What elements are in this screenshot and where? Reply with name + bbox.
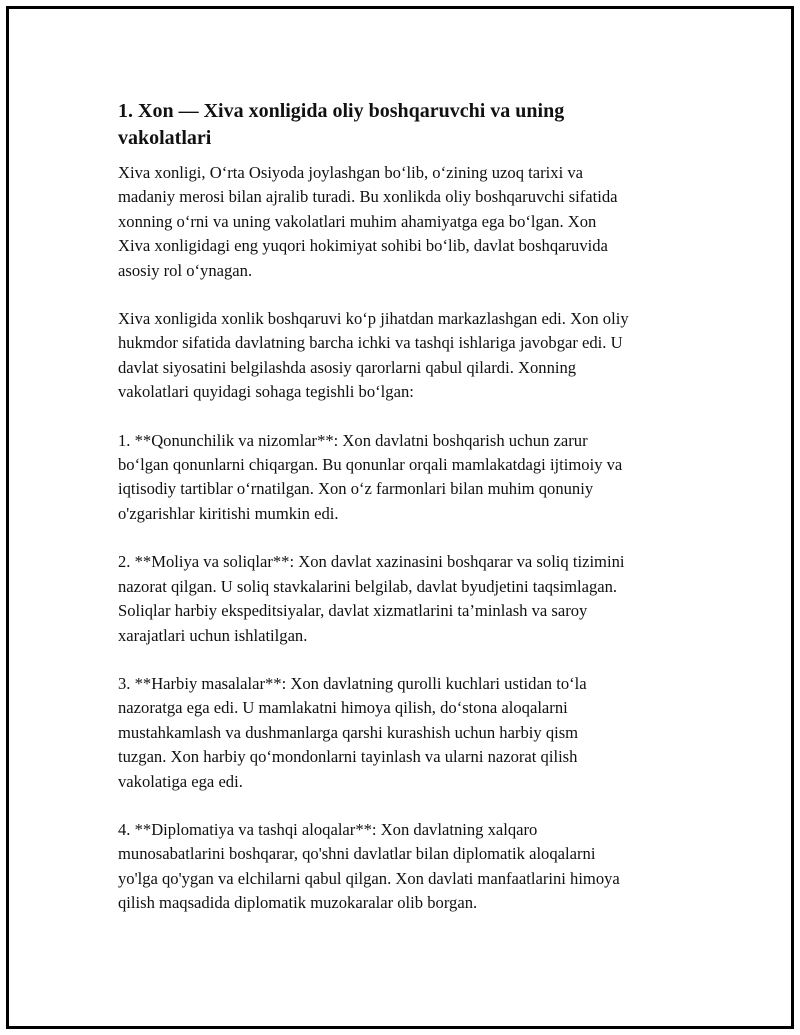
paragraph-governance: Xiva xonligida xonlik boshqaruvi ko‘p jihatdan markazlashgan edi. Xon oliy hukmdor sifatida davlatning barcha ichki va tashqi ishlariga javobgar edi. U davlat siyosatini belgilashda asosiy qarorlarni qabul qilardi. Xonning vakolatlari quyidagi sohaga tegishli bo‘lgan: xyxy=(118,309,629,402)
document-body xyxy=(118,98,698,940)
document-title: 1. Xon — Xiva xonligida oliy boshqaruvchi va uning vakolatlari xyxy=(118,100,565,149)
paragraph-intro: Xiva xonligi, O‘rta Osiyoda joylashgan bo‘lib, o‘zining uzoq tarixi va madaniy merosi bilan ajralib turadi. Bu xonlikda oliy boshqaruvchi sifatida xonning o‘rni va uning vakolatlari muhim ahamiyatga ega bo‘lgan. Xon Xiva xonligidagi eng yuqori hokimiyat sohibi bo‘lib, davlat boshqaruvida asosiy rol o‘ynagan. xyxy=(118,163,618,280)
paragraph-finance: 2. **Moliya va soliqlar**: Xon davlat xazinasini boshqarar va soliq tizimini nazorat qilgan. U soliq stavkalarini belgilab, davlat byudjetini taqsimlagan. Soliqlar harbiy ekspeditsiyalar, davlat xizmatlarini ta’minlash va saroy xarajatlari uchun ishlatilgan. xyxy=(118,552,625,645)
paragraph-military: 3. **Harbiy masalalar**: Xon davlatning qurolli kuchlari ustidan to‘la nazoratga ega edi. U mamlakatni himoya qilish, do‘stona aloqalarni mustahkamlash va dushmanlarga qarshi kurashish uchun harbiy qism tuzgan. Xon harbiy qo‘mondonlarni tayinlash va ularni nazorat qilish vakolatiga ega edi. xyxy=(118,673,587,791)
paragraph-legislation: 1. **Qonunchilik va nizomlar**: Xon davlatni boshqarish uchun zarur bo‘lgan qonunlarni chiqargan. Bu qonunlar orqali mamlakatdagi ijtimoiy va iqtisodiy tartiblar o‘rnatilgan. Xon o‘z farmonlari bilan muhim qonuniy o'zgarishlar kiritishi mumkin edi. xyxy=(118,430,623,523)
paragraph-diplomacy: 4. **Diplomatiya va tashqi aloqalar**: Xon davlatning xalqaro munosabatlarini boshqarar, qo'shni davlatlar bilan diplomatik aloqalarni yo'lga qo'ygan va elchilarni qabul qilgan. Xon davlati manfaatlarini himoya qilish maqsadida diplomatik muzokaralar olib borgan. xyxy=(118,819,620,913)
page-frame xyxy=(6,6,794,1029)
